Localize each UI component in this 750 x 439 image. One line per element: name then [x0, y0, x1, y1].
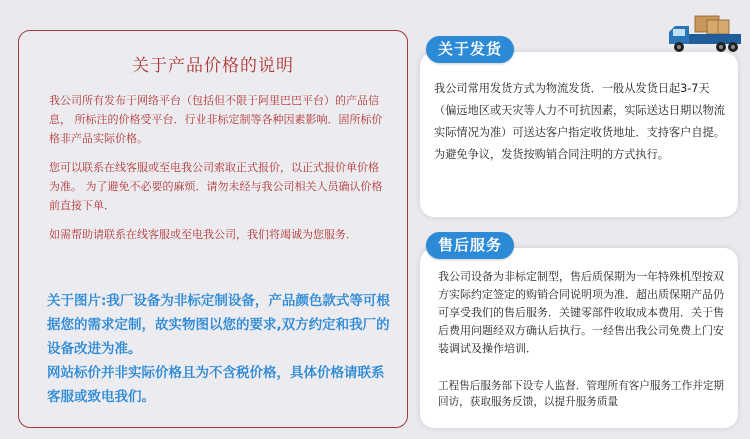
after-sales-text [438, 268, 728, 358]
shipping-card [420, 52, 738, 217]
shipping-paragraph-1: 我公司常用发货方式为物流发货．一般从发货日起3-7天（偏远地区或天灾等人力不可抗因素，实际送达日期以物流实际情况为准）可送达客户指定收货地址．支持客户自提。 [434, 82, 725, 139]
after-sales-paragraph: 我公司设备为非标定制型，售后质保期为一年特殊机型按双方实际约定签定的购销合同说明项为准．超出质保期产品仍可享受我们的售后服务．关键零部件收取成本费用．关于售后费用问题经双方确认后执行。一经售出我公司免费上门安装调试及操作培训． [438, 270, 724, 355]
price-paragraph-3: 如需帮助请联系在线客服或至电我公司，我们将竭诚为您服务． [49, 228, 357, 241]
price-text-block [49, 91, 385, 244]
price-paragraph-1: 我公司所有发布于网络平台（包括但不限于阿里巴巴平台）的产品信息， 所标注的价格受平台．行业非标定制等各种因素影响．固所标价格非产品实际价格。 [49, 94, 383, 145]
after-sales-header: 售后服务 [426, 232, 514, 259]
after-sales-footer [438, 378, 730, 410]
price-paragraph-2: 您可以联系在线客服或至电我公司索取正式报价，以正式报价单价格为准。 为了避免不必要的麻烦．请勿未经与我公司相关人员确认价格前直接下单． [49, 161, 383, 212]
tax-note: 网站标价并非实际价格且为不含税价格，具体价格请联系客服或致电我们。 [47, 365, 385, 405]
image-note: 关于图片:我厂设备为非标定制设备，产品颜色款式等可根据您的需求定制，故实物图以您的要求,双方约定和我厂的设备改进为准。 [47, 293, 390, 357]
delivery-truck-icon [665, 14, 745, 56]
price-explanation-panel [18, 30, 408, 428]
shipping-paragraph-2: 为避免争议，发货按购销合同注明的方式执行。 [434, 148, 669, 161]
price-title: 关于产品价格的说明 [132, 56, 294, 76]
after-sales-footer-text: 工程售后服务部下设专人监督．管理所有客户服务工作并定期回访，获取服务反馈，以提升服务质量 [438, 380, 725, 408]
shipping-text [434, 78, 728, 166]
shipping-header: 关于发货 [426, 36, 514, 63]
image-note-block [47, 289, 391, 409]
after-sales-card [420, 248, 738, 428]
